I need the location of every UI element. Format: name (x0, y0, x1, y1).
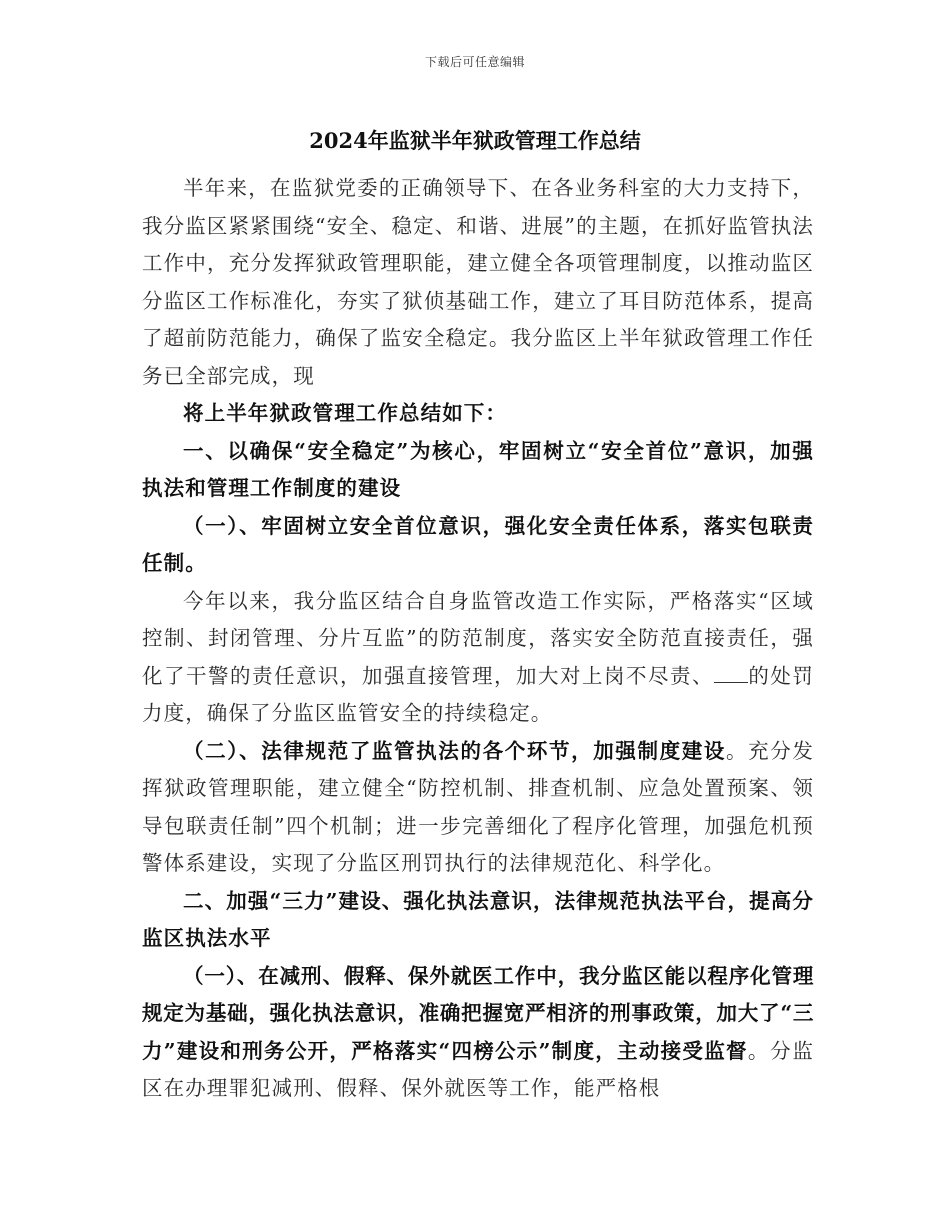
section-heading-2-text: 二、加强“三力”建设、强化执法意识，法律规范执法平台，提高分监区执法水平 (142, 888, 814, 950)
body-paragraph-3-text: 。分监区在办理罪犯减刑、假释、保外就医等工作，能严格根 (142, 1038, 814, 1100)
section-heading-1-text: 一、以确保“安全稳定”为核心，牢固树立“安全首位”意识，加强执法和管理工作制度的建设 (142, 438, 814, 500)
body-paragraph-1-part-a: 今年以来，我分监区结合自身监管改造工作实际，严格落实“区域控制、封闭管理、分片互监”的防范制度，落实安全防范直接责任，强化了干警的责任意识，加强直接管理，加大对上岗不尽责、 (142, 588, 814, 688)
subsection-heading-1-1-text: （一）、牢固树立安全首位意识，强化安全责任体系，落实包联责任制。 (142, 513, 814, 575)
section-heading-2 (142, 883, 814, 958)
subsection-heading-1-2-text: （二）、法律规范了监管执法的各个环节，加强制度建设 (183, 738, 727, 763)
body-paragraph-2 (142, 733, 814, 883)
intro-text: 半年来，在监狱党委的正确领导下、在各业务科室的大力支持下，我分监区紧紧围绕“安全、稳定、和谐、进展”的主题，在抓好监管执法工作中，充分发挥狱政管理职能，建立健全各项管理制度，以推动监区分监区工作标准化，夯实了狱侦基础工作，建立了耳目防范体系，提高了超前防范能力，确保了监安全稳定。我分监区上半年狱政管理工作任务已全部完成，现 (142, 176, 814, 388)
section-heading-1 (142, 433, 814, 508)
body-paragraph-2-text: 。充分发挥狱政管理职能，建立健全“防控机制、排查机制、应急处置预案、领导包联责任制”四个机制；进一步完善细化了程序化管理，加强危机预警体系建设，实现了分监区刑罚执行的法律规范化、科学化。 (142, 738, 815, 875)
summary-lead (142, 395, 814, 433)
body-paragraph-1-part-b: 的处罚力度，确保了分监区监管安全的持续稳定。 (142, 663, 814, 725)
page-header-note: 下载后可任意编辑 (424, 55, 525, 69)
document-title: 2024年监狱半年狱政管理工作总结 (309, 128, 641, 153)
intro-paragraph (142, 170, 814, 395)
body-paragraph-1 (142, 583, 814, 733)
subsection-heading-2-1-text: （一）、在减刑、假释、保外就医工作中，我分监区能以程序化管理规定为基础，强化执法意识，准确把握宽严相济的刑事政策，加大了“三力”建设和刑务公开，严格落实“四榜公示”制度，主动接受监督 (142, 963, 814, 1063)
summary-lead-text: 将上半年狱政管理工作总结如下： (183, 401, 507, 425)
body-paragraph-3 (142, 958, 814, 1108)
document-body (142, 170, 814, 1108)
fill-in-blank (714, 664, 748, 683)
subsection-heading-1-1 (142, 508, 814, 583)
